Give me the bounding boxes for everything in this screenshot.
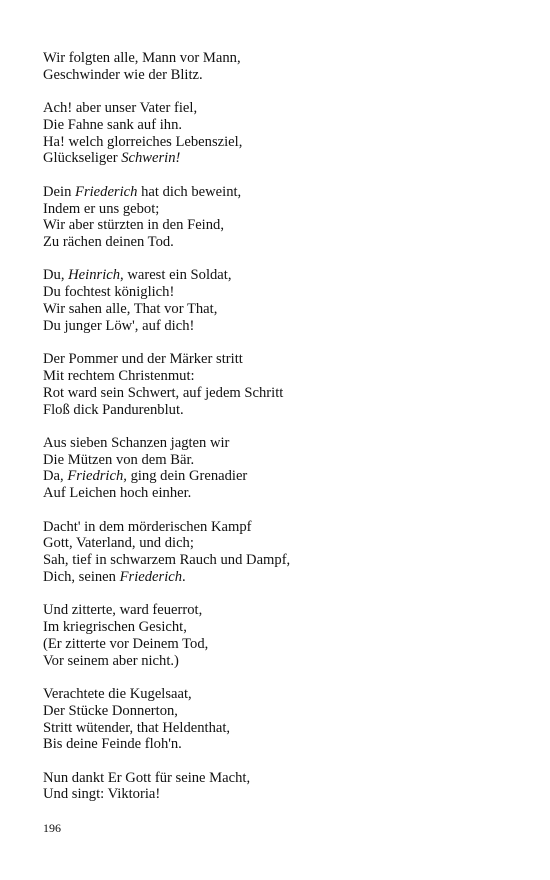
verse-line	[43, 368, 523, 385]
verse-text: Und zitterte, ward feuerrot,	[43, 602, 203, 619]
verse-text: Du junger Löw', auf dich!	[43, 317, 195, 334]
verse-line	[43, 184, 523, 201]
verse-line	[43, 201, 523, 218]
verse-line	[43, 519, 523, 536]
verse-text: Dein	[43, 183, 76, 200]
italic-name: Friedrich,	[67, 468, 127, 485]
verse-text: Wir folgten alle, Mann vor Mann,	[43, 50, 241, 66]
verse-line	[43, 703, 523, 720]
verse-line	[43, 485, 523, 502]
verse-line	[43, 736, 523, 753]
verse-text: Vor seinem aber nicht.)	[43, 652, 179, 669]
italic-name: Heinrich	[68, 267, 121, 284]
verse-line	[43, 602, 523, 619]
verse-line	[43, 552, 523, 569]
verse-text: ging dein Grenadier	[126, 468, 248, 485]
verse-line	[43, 318, 523, 335]
verse-line	[43, 619, 523, 636]
verse-line	[43, 117, 523, 134]
italic-name: Schwerin!	[121, 150, 181, 167]
verse-line	[43, 234, 523, 251]
verse-text: Stritt wütender, that Heldenthat,	[43, 719, 231, 736]
verse-line	[43, 720, 523, 737]
verse-line	[43, 351, 523, 368]
verse-text: Der Pommer und der Märker stritt	[43, 351, 243, 368]
verse-text: Zu rächen deinen Tod.	[43, 234, 174, 251]
verse-text: Da,	[43, 468, 68, 485]
verse-line	[43, 217, 523, 234]
verse-text: Nun dankt Er Gott für seine Macht,	[43, 769, 251, 786]
poem-body	[43, 50, 523, 820]
verse-text: (Er zitterte vor Deinem Tod,	[43, 635, 209, 652]
verse-text: Du,	[43, 267, 69, 284]
verse-text: Der Stücke Donnerton,	[43, 702, 178, 719]
stanza	[43, 770, 523, 804]
verse-text: Rot ward sein Schwert, auf jedem Schritt	[43, 384, 284, 401]
verse-line	[43, 50, 523, 67]
verse-text: Wir aber stürzten in den Feind,	[43, 217, 224, 234]
verse-text: Sah, tief in schwarzem Rauch und Dampf,	[43, 552, 291, 569]
verse-line	[43, 435, 523, 452]
verse-text: Floß dick Pandurenblut.	[43, 401, 184, 418]
stanza	[43, 686, 523, 753]
verse-line	[43, 636, 523, 653]
verse-line	[43, 452, 523, 469]
verse-line	[43, 385, 523, 402]
italic-name: Friederich	[75, 183, 138, 200]
verse-text: Aus sieben Schanzen jagten wir	[43, 434, 230, 451]
verse-text: Die Fahne sank auf ihn.	[43, 116, 183, 133]
verse-text: Ach! aber unser Vater fiel,	[43, 100, 198, 117]
verse-line	[43, 267, 523, 284]
verse-line	[43, 150, 523, 167]
verse-line	[43, 301, 523, 318]
stanza	[43, 184, 523, 251]
verse-text: Verachtete die Kugelsaat,	[43, 685, 192, 702]
verse-text: .	[182, 568, 186, 585]
verse-line	[43, 686, 523, 703]
verse-line	[43, 569, 523, 586]
verse-text: Mit rechtem Christenmut:	[43, 367, 195, 384]
italic-name: Friederich	[119, 568, 183, 585]
verse-text: , warest ein Soldat,	[120, 267, 232, 284]
verse-text: Geschwinder wie der Blitz.	[43, 66, 203, 83]
verse-text: Gott, Vaterland, und dich;	[43, 535, 194, 552]
verse-text: Die Mützen von dem Bär.	[43, 451, 195, 468]
verse-text: Und singt: Viktoria!	[43, 786, 161, 803]
stanza	[43, 100, 523, 167]
verse-text: Auf Leichen hoch einher.	[43, 485, 192, 502]
verse-text: Im kriegrischen Gesicht,	[43, 619, 187, 636]
verse-line	[43, 770, 523, 787]
stanza	[43, 50, 523, 84]
verse-line	[43, 134, 523, 151]
page-number: 196	[43, 821, 61, 835]
verse-line	[43, 100, 523, 117]
verse-text: Dacht' in dem mörderischen Kampf	[43, 518, 252, 535]
verse-line	[43, 468, 523, 485]
verse-text: Dich, seinen	[43, 568, 120, 585]
verse-text: Du fochtest königlich!	[43, 284, 175, 301]
verse-text: hat dich beweint,	[137, 183, 242, 200]
verse-text: Bis deine Feinde floh'n.	[43, 736, 182, 753]
verse-text: Glückseliger	[43, 150, 122, 167]
verse-text: Indem er uns gebot;	[43, 200, 160, 217]
verse-line	[43, 653, 523, 670]
verse-line	[43, 284, 523, 301]
stanza	[43, 267, 523, 334]
verse-line	[43, 535, 523, 552]
verse-line	[43, 786, 523, 803]
stanza	[43, 435, 523, 502]
verse-text: Wir sahen alle, That vor That,	[43, 301, 218, 318]
verse-text: Ha! welch glorreiches Lebensziel,	[43, 133, 243, 150]
stanza	[43, 602, 523, 669]
stanza	[43, 351, 523, 418]
stanza	[43, 519, 523, 586]
verse-line	[43, 67, 523, 84]
verse-line	[43, 402, 523, 419]
